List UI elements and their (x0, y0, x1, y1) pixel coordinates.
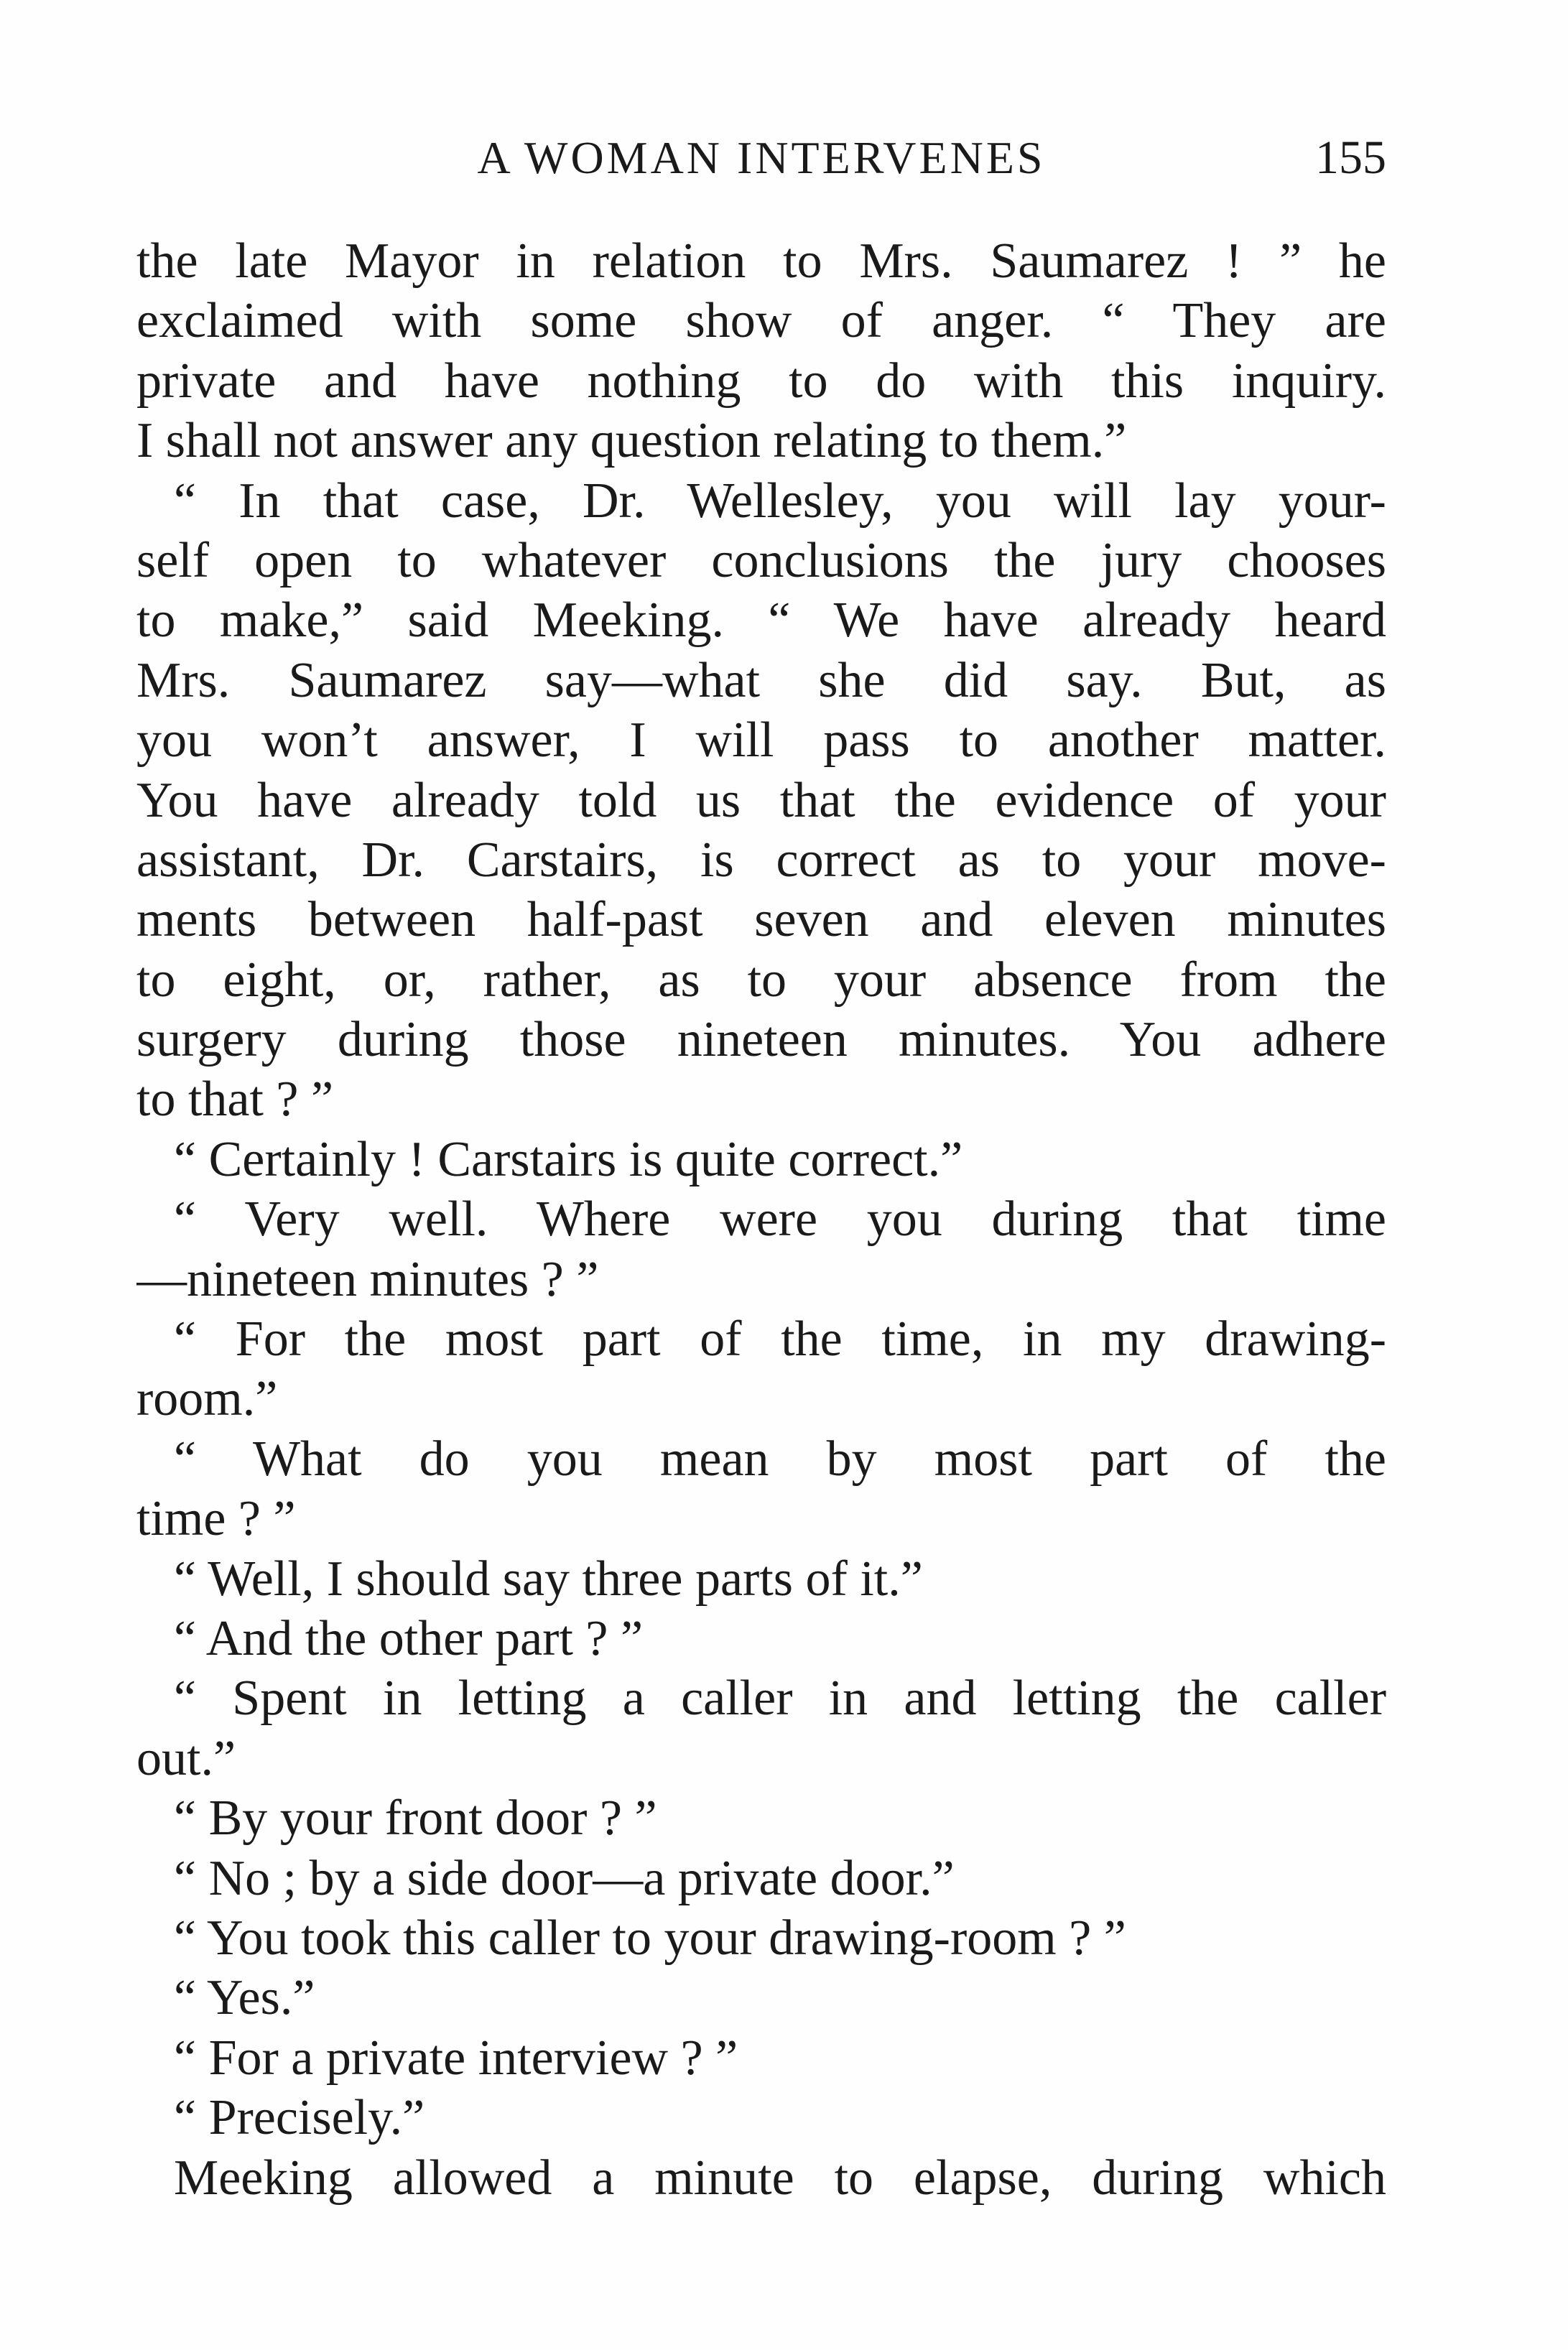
text-line: “ Certainly ! Carstairs is quite correct.” (174, 1131, 963, 1187)
text-line: to make,” said Meeking. “ We have already heard (136, 593, 1386, 649)
text-line: private and have nothing to do with this inquiry. (136, 353, 1386, 409)
text-line: “ What do you mean by most part of the (174, 1431, 1386, 1487)
page-number: 155 (1315, 131, 1386, 184)
text-line: room.” (136, 1371, 278, 1427)
text-line: assistant, Dr. Carstairs, is correct as to your move- (136, 832, 1386, 888)
running-head: A WOMAN INTERVENES (477, 132, 1046, 183)
text-line: to eight, or, rather, as to your absence from the (136, 952, 1386, 1008)
text-line: —nineteen minutes ? ” (136, 1251, 599, 1307)
text-line: “ Very well. Where were you during that time (174, 1192, 1386, 1248)
text-line: Meeking allowed a minute to elapse, during which (174, 2150, 1386, 2206)
body-text (136, 231, 1386, 2208)
text-line: “ Precisely.” (174, 2090, 425, 2146)
text-line: out.” (136, 1730, 236, 1786)
text-line: “ Yes.” (174, 1970, 315, 2026)
text-line: “ And the other part ? ” (174, 1610, 644, 1666)
text-line: “ By your front door ? ” (174, 1791, 657, 1847)
text-line: “ For the most part of the time, in my drawing- (174, 1311, 1386, 1367)
text-line: Mrs. Saumarez say—what she did say. But, as (136, 652, 1386, 708)
text-line: surgery during those nineteen minutes. You adhere (136, 1012, 1386, 1068)
text-line: “ Well, I should say three parts of it.” (174, 1551, 923, 1607)
text-line: you won’t answer, I will pass to another matter. (136, 712, 1386, 768)
text-line: “ You took this caller to your drawing-room ? ” (174, 1910, 1126, 1966)
text-line: “ Spent in letting a caller in and letting the caller (174, 1671, 1386, 1727)
text-line: I shall not answer any question relating to them.” (136, 413, 1127, 469)
text-line: You have already told us that the evidence of your (136, 772, 1386, 828)
page-header (136, 122, 1386, 194)
text-line: self open to whatever conclusions the jury chooses (136, 532, 1386, 588)
text-line: ments between half-past seven and eleven minutes (136, 892, 1386, 948)
text-line: “ For a private interview ? ” (174, 2030, 738, 2086)
text-line: the late Mayor in relation to Mrs. Saumarez ! ” he (136, 233, 1386, 289)
text-line: “ In that case, Dr. Wellesley, you will lay your- (174, 473, 1386, 529)
text-line: “ No ; by a side door—a private door.” (174, 1850, 955, 1906)
text-line: time ? ” (136, 1491, 296, 1547)
text-line: to that ? ” (136, 1072, 334, 1128)
text-line: exclaimed with some show of anger. “ They are (136, 293, 1386, 349)
